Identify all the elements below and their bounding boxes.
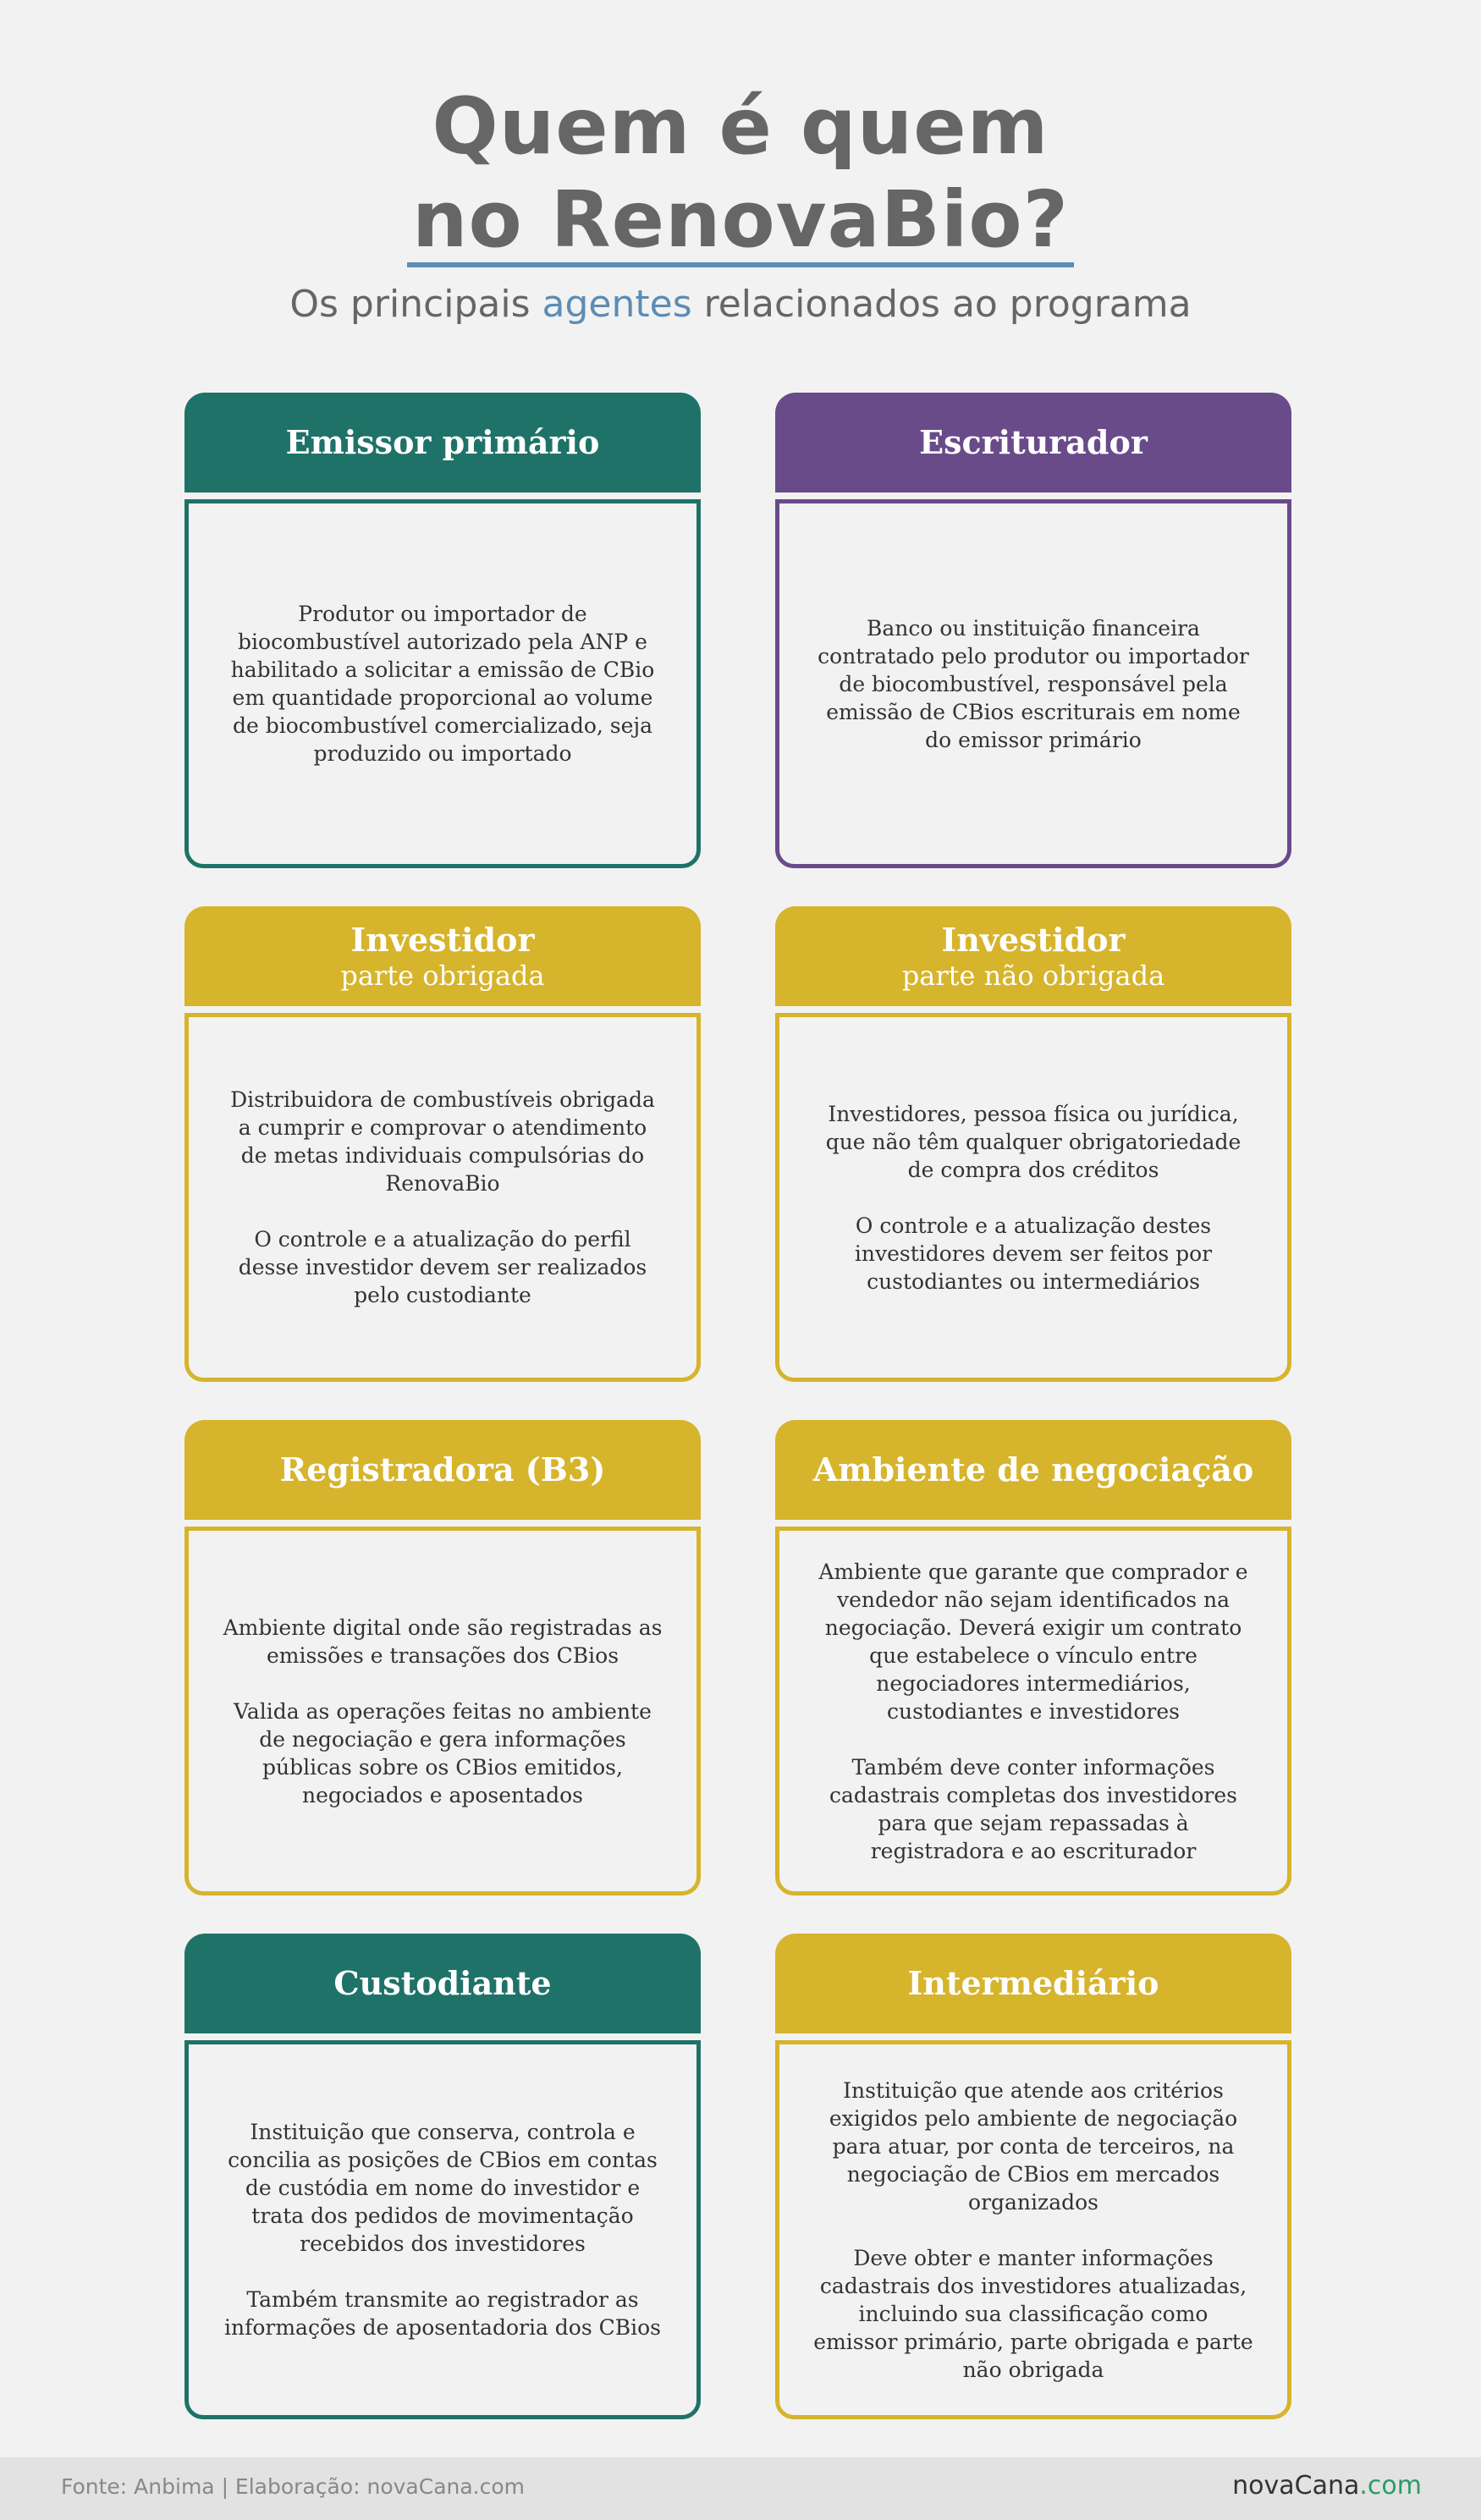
card-title: Intermediário: [907, 1964, 1159, 2002]
logo-name: novaCana: [1232, 2471, 1360, 2501]
page-subtitle: [0, 279, 1481, 330]
page-title-line-1: Quem é quem: [432, 81, 1049, 172]
card-paragraph: Ambiente digital onde são registradas as emissões e transações dos CBios: [223, 1615, 663, 1668]
card-header: [775, 906, 1291, 1006]
card-emissor-primario: [184, 393, 701, 868]
card-header: [184, 1420, 701, 1520]
card-body: [184, 1013, 701, 1382]
card-paragraph: O controle e a atualização do perfil desse investidor devem ser realizados pelo custodiante: [238, 1227, 647, 1307]
card-title: Investidor: [941, 921, 1126, 959]
card-paragraph: Instituição que conserva, controla e concilia as posições de CBios em contas de custódia em nome do investidor e trata dos pedidos de movimentação recebidos dos investidores: [228, 2120, 658, 2256]
card-header: [184, 393, 701, 492]
card-custodiante: [184, 1934, 701, 2419]
card-investidor-parte-nao-obrigada: [775, 906, 1291, 1382]
card-title: Custodiante: [333, 1964, 552, 2002]
card-body: [775, 2040, 1291, 2419]
subtitle-pre: Os principais: [289, 283, 542, 326]
card-title: Ambiente de negociação: [812, 1450, 1254, 1488]
subtitle-accent: agentes: [542, 283, 692, 326]
card-registradora: [184, 1420, 701, 1896]
card-paragraph: Valida as operações feitas no ambiente de negociação e gera informações públicas sobre os CBios emitidos, negociados e aposentados: [234, 1698, 652, 1807]
card-title: Emissor primário: [285, 423, 600, 461]
page-title-underlined: no RenovaBio?: [407, 178, 1074, 267]
card-intermediario: [775, 1934, 1291, 2419]
logo-domain: .com: [1359, 2471, 1422, 2501]
card-paragraph: Também transmite ao registrador as informações de aposentadoria dos CBios: [223, 2287, 662, 2340]
card-header: [775, 1420, 1291, 1520]
card-paragraph: Produtor ou importador de biocombustível autorizado pela ANP e habilitado a solicitar a emissão de CBio em quantidade proporcional ao volume de biocombustível comercializado, seja produzido ou importado: [230, 602, 655, 766]
card-ambiente-de-negociacao: [775, 1420, 1291, 1896]
card-paragraph: Deve obter e manter informações cadastrais dos investidores atualizadas, incluindo sua classificação como emissor primário, parte obrigada e parte não obrigada: [813, 2245, 1253, 2382]
card-paragraph: Também deve conter informações cadastrais completas dos investidores para que sejam repassadas à registradora e ao escriturador: [829, 1754, 1237, 1863]
card-header: [775, 1934, 1291, 2033]
card-subtitle: parte obrigada: [340, 960, 545, 992]
card-body: [184, 499, 701, 868]
card-title: Investidor: [350, 921, 535, 959]
page-title-line-2: [0, 171, 1481, 269]
card-title: Registradora (B3): [279, 1450, 606, 1488]
card-investidor-parte-obrigada: [184, 906, 701, 1382]
card-escriturador: [775, 393, 1291, 868]
card-paragraph: Investidores, pessoa física ou jurídica, que não têm qualquer obrigatoriedade de compra dos créditos: [825, 1101, 1242, 1182]
card-paragraph: Banco ou instituição financeira contratado pelo produtor ou importador de biocombustível, responsável pela emissão de CBios escriturais em nome do emissor primário: [818, 615, 1249, 752]
card-paragraph: O controle e a atualização destes investidores devem ser feitos por custodiantes ou intermediários: [854, 1213, 1213, 1294]
card-body: [775, 1527, 1291, 1896]
card-subtitle: parte não obrigada: [901, 960, 1165, 992]
card-body: [184, 2040, 701, 2419]
card-body: [184, 1527, 701, 1896]
card-header: [775, 393, 1291, 492]
card-paragraph: Distribuidora de combustíveis obrigada a cumprir e comprovar o atendimento de metas individuais compulsórias do RenovaBio: [230, 1087, 655, 1196]
card-header: [184, 1934, 701, 2033]
card-title: Escriturador: [919, 423, 1148, 461]
card-paragraph: Ambiente que garante que comprador e vendedor não sejam identificados na negociação. Deverá exigir um contrato que estabelece o vínculo entre negociadores intermediários, custodiantes e investidores: [818, 1559, 1248, 1724]
source-credit: Fonte: Anbima | Elaboração: novaCana.com: [61, 2474, 526, 2499]
card-header: [184, 906, 701, 1006]
card-body: [775, 1013, 1291, 1382]
footer: [0, 2457, 1481, 2520]
novacana-logo: [1232, 2471, 1422, 2501]
card-paragraph: Instituição que atende aos critérios exigidos pelo ambiente de negociação para atuar, por conta de terceiros, na negociação de CBios em mercados organizados: [829, 2077, 1238, 2215]
card-body: [775, 499, 1291, 868]
subtitle-post: relacionados ao programa: [691, 283, 1192, 326]
